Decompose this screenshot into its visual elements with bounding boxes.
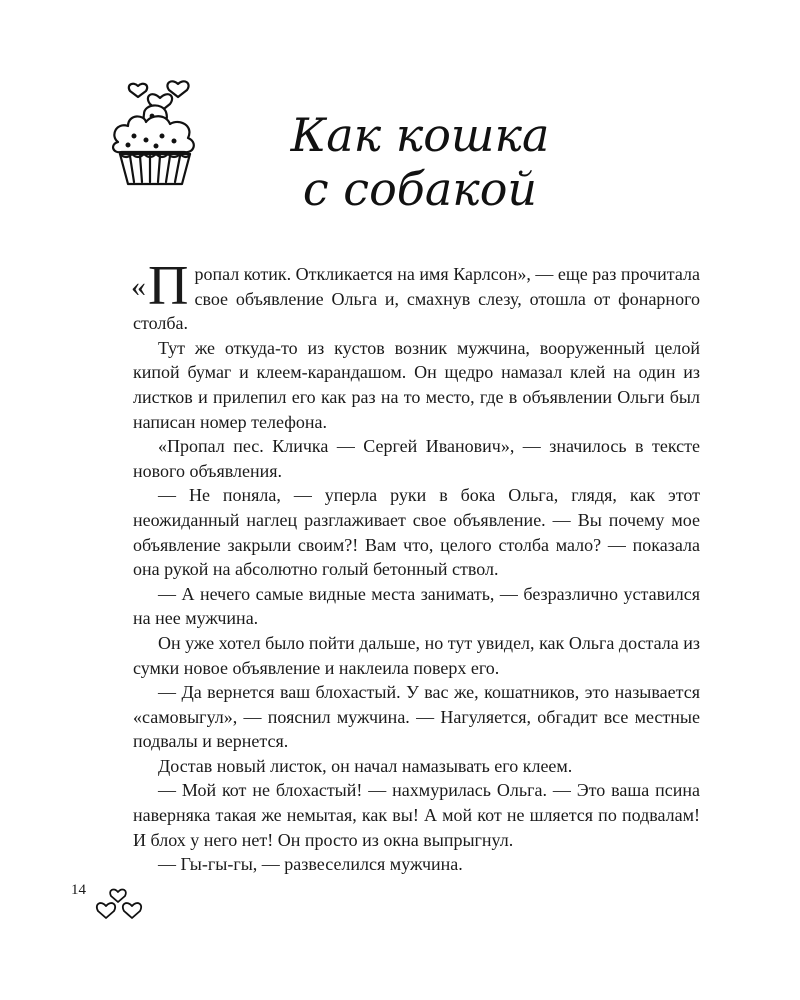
cupcake-icon — [100, 70, 210, 190]
paragraph: — Не поняла, — уперла руки в бока Ольга, глядя, как этот неожиданный наглец разглаживает свое объявление. — Вы почему мое объявление закрыли своим?! Вам что, целого столба мало? — показала она рукой на абсолютно голый бетонный ствол. — [133, 485, 700, 580]
opening-quote: « — [131, 270, 146, 303]
paragraph-text: ропал котик. Откликается на имя Карлсон», — еще раз прочитала свое объявление Ольга и, смахнув слезу, отошла от фонарного столба. — [133, 264, 700, 334]
paragraph: «Пропал пес. Кличка — Сергей Иванович», — значилось в тексте нового объявления. — [133, 436, 700, 481]
paragraph: — А нечего самые видные места занимать, — безразлично уставился на нее мужчина. — [133, 583, 700, 629]
hearts-icon — [94, 886, 146, 922]
drop-cap-letter: П — [148, 255, 189, 317]
paragraph: Тут же откуда-то из кустов возник мужчина, вооруженный целой кипой бумаг и клеем-карандашом. Он щедро намазал клей на один из листков и прилепил его как раз на то место, где в объявлении Ольги был написан номер телефона. — [133, 337, 700, 432]
paragraph: Он уже хотел было пойти дальше, но тут увидел, как Ольга достала из сумки новое объявление и наклеила поверх его. — [133, 632, 700, 678]
paragraph: — Да вернется ваш блохастый. У вас же, кошатников, это называется «самовыгул», — пояснил мужчина. — Нагуляется, обгадит все местные подвалы и вернется. — [133, 682, 700, 752]
heart-icon — [129, 84, 147, 97]
heart-icon — [110, 889, 126, 902]
chapter-body — [131, 255, 700, 877]
heart-icon — [97, 903, 115, 918]
chapter-title-line-2: с собакой — [302, 162, 538, 216]
drop-cap — [131, 255, 189, 317]
heart-icon — [123, 903, 141, 918]
paragraph — [131, 255, 700, 336]
paragraph: — Гы-гы-гы, — развеселился мужчина. — [158, 854, 463, 875]
chapter-title-line-1: Как кошка — [290, 108, 550, 162]
chapter-title — [230, 108, 610, 216]
page-number: 14 — [71, 882, 86, 898]
paragraph: — Мой кот не блохастый! — нахмурилась Ольга. — Это ваша псина наверняка такая же немытая, как вы! А мой кот не шляется по подвалам! И блох у него нет! Он просто из окна выпрыгнул. — [133, 780, 700, 850]
paragraph: Достав новый листок, он начал намазывать его клеем. — [158, 755, 573, 776]
